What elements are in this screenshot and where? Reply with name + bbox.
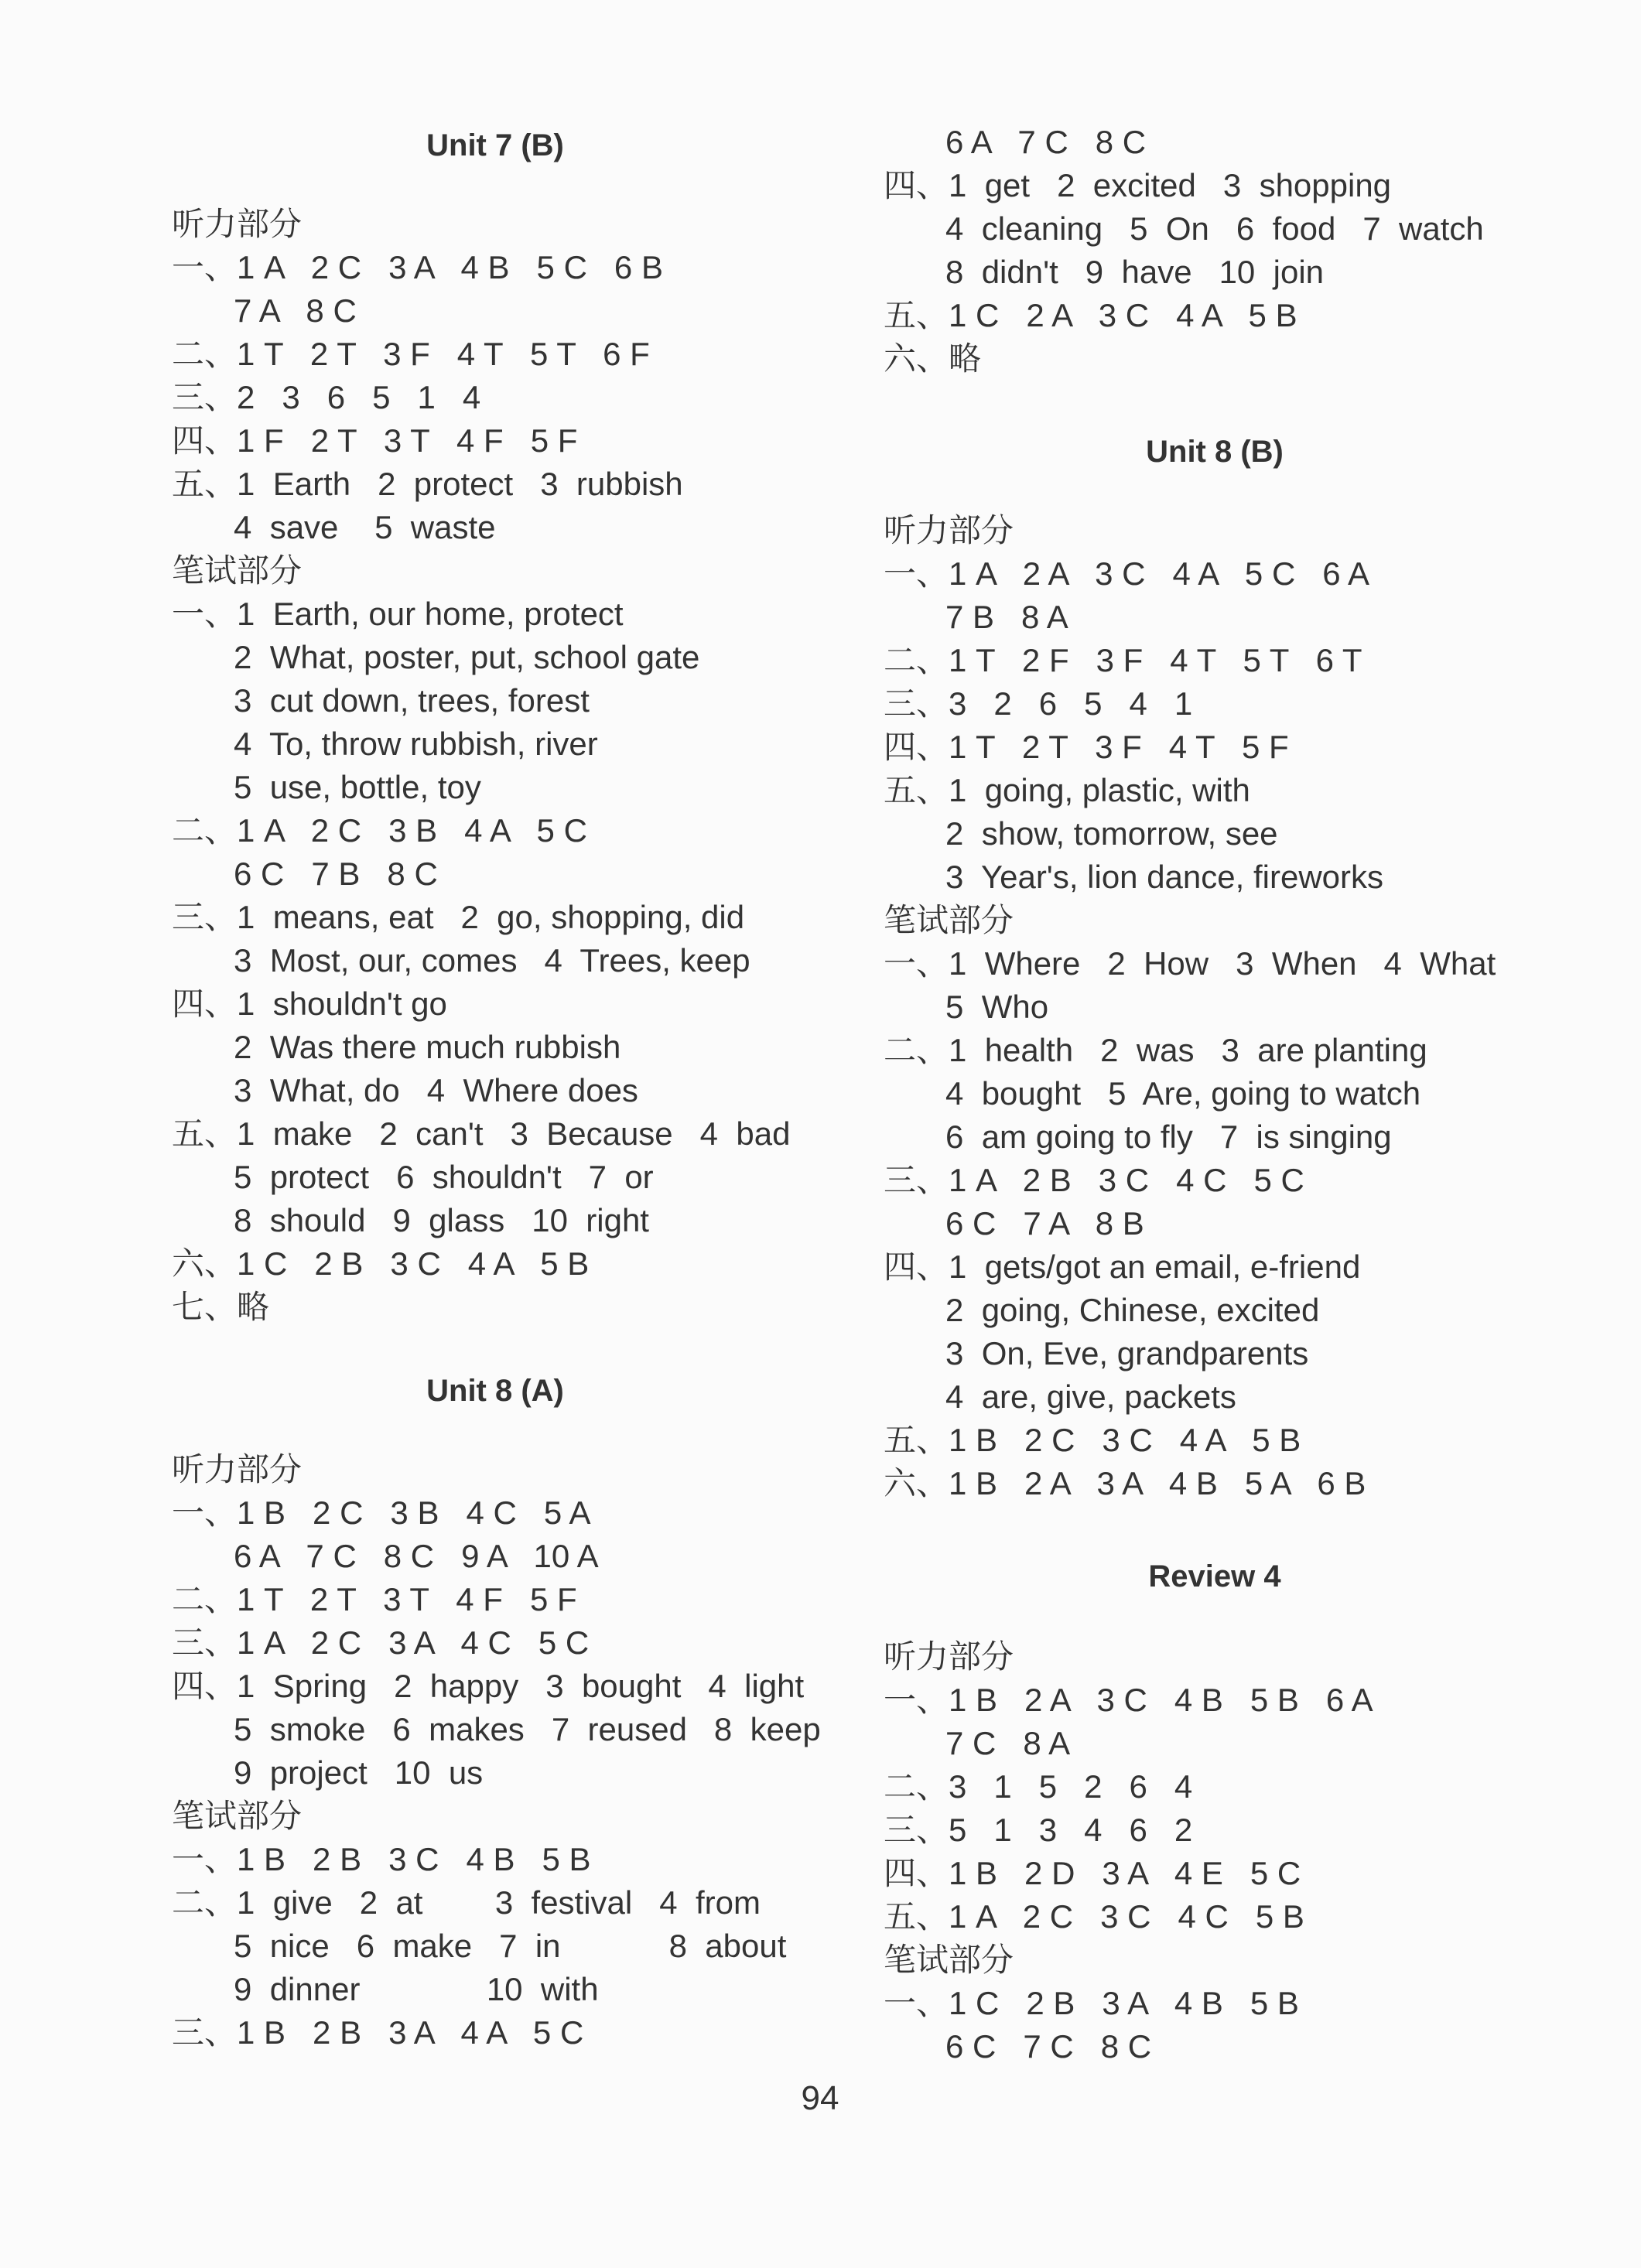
answer-line: 五、1 A 2 C 3 C 4 C 5 B — [884, 1898, 1304, 1935]
section-heading: 笔试部分 — [884, 1942, 1014, 1978]
unit-title: Unit 7 (B) — [426, 128, 564, 162]
answer-line: 9 project 10 us — [234, 1754, 484, 1791]
answer-line: 一、1 A 2 C 3 A 4 B 5 C 6 B — [172, 249, 663, 285]
answer-line: 三、1 B 2 B 3 A 4 A 5 C — [172, 2014, 584, 2051]
answer-line: 6 C 7 A 8 B — [945, 1205, 1144, 1242]
answer-line: 二、1 health 2 was 3 are planting — [884, 1032, 1427, 1068]
answer-line: 7 A 8 C — [234, 292, 357, 329]
answer-line: 4 To, throw rubbish, river — [234, 726, 598, 762]
answer-line: 七、略 — [172, 1289, 270, 1325]
answer-line: 3 Year's, lion dance, fireworks — [945, 859, 1383, 895]
answer-line: 6 C 7 B 8 C — [234, 856, 438, 892]
answer-line: 四、1 shouldn't go — [172, 985, 447, 1022]
answer-line: 六、1 B 2 A 3 A 4 B 5 A 6 B — [884, 1465, 1366, 1501]
answer-line: 8 should 9 glass 10 right — [234, 1202, 649, 1238]
answer-line: 一、1 Where 2 How 3 When 4 What — [884, 945, 1496, 982]
answer-line: 六、略 — [884, 340, 982, 377]
answer-line: 二、1 A 2 C 3 B 4 A 5 C — [172, 812, 587, 849]
answer-line: 二、1 T 2 T 3 T 4 F 5 F — [172, 1581, 577, 1617]
answer-line: 六、1 C 2 B 3 C 4 A 5 B — [172, 1245, 590, 1282]
answer-line: 二、1 T 2 F 3 F 4 T 5 T 6 T — [884, 642, 1362, 678]
answer-line: 2 What, poster, put, school gate — [234, 639, 700, 675]
answer-line: 6 A 7 C 8 C 9 A 10 A — [234, 1538, 599, 1574]
answer-line: 3 On, Eve, grandparents — [945, 1335, 1309, 1371]
answer-line: 五、1 Earth 2 protect 3 rubbish — [172, 466, 683, 502]
section-heading: 笔试部分 — [172, 1798, 303, 1834]
answer-line: 一、1 Earth, our home, protect — [172, 596, 624, 632]
answer-line: 四、1 Spring 2 happy 3 bought 4 light — [172, 1668, 805, 1704]
answer-line: 五、1 B 2 C 3 C 4 A 5 B — [884, 1422, 1301, 1458]
section-heading: 听力部分 — [172, 206, 303, 242]
answer-line: 7 C 8 A — [945, 1725, 1071, 1761]
answer-line: 四、1 gets/got an email, e-friend — [884, 1248, 1361, 1285]
answer-line: 5 protect 6 shouldn't 7 or — [234, 1159, 654, 1195]
answer-line: 四、1 F 2 T 3 T 4 F 5 F — [172, 422, 578, 459]
answer-line: 三、1 A 2 B 3 C 4 C 5 C — [884, 1162, 1304, 1198]
answer-line: 5 use, bottle, toy — [234, 769, 481, 805]
answer-line: 8 didn't 9 have 10 join — [945, 254, 1325, 290]
answer-line: 五、1 C 2 A 3 C 4 A 5 B — [884, 297, 1297, 333]
answer-line: 3 What, do 4 Where does — [234, 1072, 638, 1108]
answer-line: 5 smoke 6 makes 7 reused 8 keep — [234, 1711, 821, 1747]
page-number: 94 — [801, 2079, 839, 2117]
answer-line: 7 B 8 A — [945, 599, 1068, 635]
answer-line: 四、1 T 2 T 3 F 4 T 5 F — [884, 729, 1289, 765]
answer-line: 5 Who — [945, 989, 1049, 1025]
answer-line: 6 A 7 C 8 C — [945, 124, 1147, 160]
section-heading: 笔试部分 — [172, 552, 303, 589]
answer-line: 3 cut down, trees, forest — [234, 682, 590, 719]
answer-line: 二、1 give 2 at 3 festival 4 from — [172, 1884, 761, 1921]
answer-line: 三、1 means, eat 2 go, shopping, did — [172, 899, 745, 935]
answer-line: 三、5 1 3 4 6 2 — [884, 1812, 1193, 1848]
answer-line: 一、1 B 2 C 3 B 4 C 5 A — [172, 1494, 591, 1531]
answer-line: 五、1 make 2 can't 3 Because 4 bad — [172, 1115, 791, 1152]
answer-line: 4 cleaning 5 On 6 food 7 watch — [945, 210, 1484, 247]
answer-line: 一、1 A 2 A 3 C 4 A 5 C 6 A — [884, 555, 1370, 592]
answer-line: 二、3 1 5 2 6 4 — [884, 1768, 1193, 1805]
answer-line: 三、3 2 6 5 4 1 — [884, 685, 1193, 722]
answer-line: 2 show, tomorrow, see — [945, 815, 1278, 852]
answer-line: 三、1 A 2 C 3 A 4 C 5 C — [172, 1624, 590, 1661]
answer-line: 一、1 C 2 B 3 A 4 B 5 B — [884, 1985, 1299, 2021]
answer-line: 三、2 3 6 5 1 4 — [172, 379, 481, 415]
answer-line: 3 Most, our, comes 4 Trees, keep — [234, 942, 750, 979]
answer-line: 一、1 B 2 A 3 C 4 B 5 B 6 A — [884, 1682, 1373, 1718]
answer-line: 4 are, give, packets — [945, 1378, 1236, 1415]
answer-line: 4 bought 5 Are, going to watch — [945, 1075, 1421, 1112]
answer-line: 四、1 B 2 D 3 A 4 E 5 C — [884, 1855, 1301, 1891]
unit-title: Unit 8 (B) — [1146, 435, 1284, 469]
section-heading: 听力部分 — [172, 1451, 303, 1488]
answer-line: 6 C 7 C 8 C — [945, 2028, 1152, 2065]
section-heading: 听力部分 — [884, 512, 1014, 548]
answer-line: 9 dinner 10 with — [234, 1971, 599, 2007]
answer-line: 5 nice 6 make 7 in 8 about — [234, 1928, 787, 1964]
answer-line: 2 going, Chinese, excited — [945, 1292, 1320, 1328]
answer-line: 二、1 T 2 T 3 F 4 T 5 T 6 F — [172, 336, 650, 372]
answer-line: 四、1 get 2 excited 3 shopping — [884, 167, 1392, 203]
unit-title: Unit 8 (A) — [426, 1374, 564, 1408]
answer-line: 五、1 going, plastic, with — [884, 772, 1250, 808]
answer-line: 6 am going to fly 7 is singing — [945, 1119, 1392, 1155]
unit-title: Review 4 — [1148, 1559, 1281, 1593]
answer-line: 4 save 5 waste — [234, 509, 496, 545]
answer-line: 一、1 B 2 B 3 C 4 B 5 B — [172, 1841, 591, 1877]
answer-line: 2 Was there much rubbish — [234, 1029, 621, 1065]
section-heading: 笔试部分 — [884, 902, 1014, 938]
section-heading: 听力部分 — [884, 1638, 1014, 1675]
